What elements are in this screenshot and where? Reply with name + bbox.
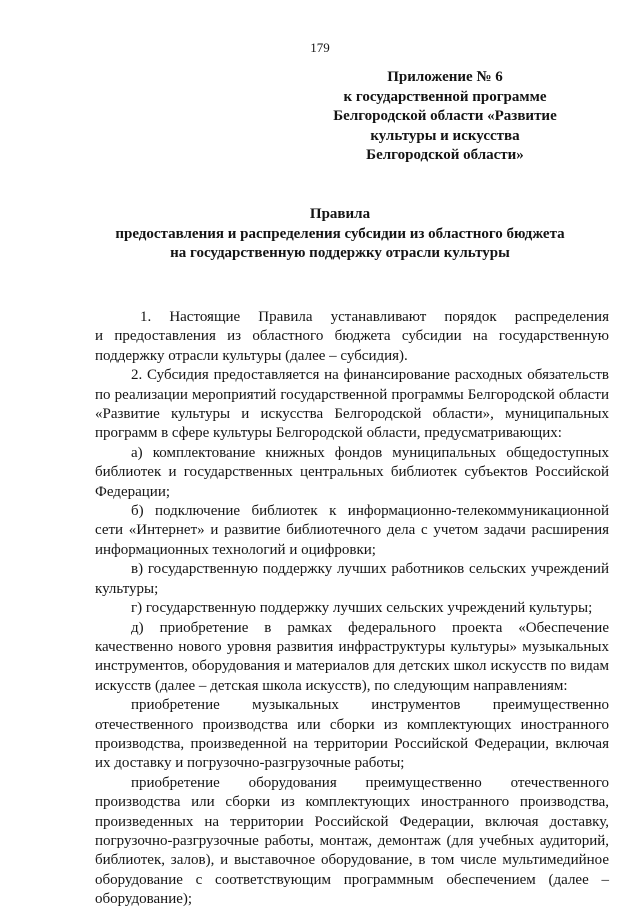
text-line: библиотек и государственных центральных библиотек субъектов Российской: [95, 464, 609, 481]
appendix-line: Белгородской области»: [366, 147, 524, 163]
text-line: отечественного производства или сборки из комплектующих иностранного: [95, 716, 609, 733]
text-line: оборудование);: [95, 891, 193, 908]
text-line: производства, произведенной на территории Российской Федерации, включая: [95, 735, 609, 752]
text-line: 2. Субсидия предоставляется на финансирование расходных обязательств: [131, 367, 609, 384]
appendix-line: к государственной программе: [343, 88, 547, 105]
text-line: произведенных на территории Российской Федерации, включая доставку,: [95, 813, 609, 830]
text-line: библиотек, залов), и выставочное оборудование, в том числе мультимедийное: [95, 852, 609, 869]
text-line: в) государственную поддержку лучших работников сельских учреждений: [131, 561, 609, 578]
paragraph-2d: [95, 599, 609, 618]
text-line: приобретение оборудования преимущественно отечественного: [131, 774, 609, 791]
paragraph-2e: [95, 619, 609, 697]
text-line: г) государственную поддержку лучших сельских учреждений культуры;: [131, 600, 593, 617]
rules-title-line: предоставления и распределения субсидии из областного бюджета: [115, 225, 565, 242]
appendix-line: Приложение № 6: [387, 69, 503, 85]
text-line: приобретение музыкальных инструментов преимущественно: [131, 697, 609, 714]
rules-title: [95, 205, 585, 264]
paragraph-2b: [95, 502, 609, 560]
text-line: и предоставления из областного бюджета субсидии на государственную: [95, 328, 609, 345]
body-text: [95, 308, 609, 910]
appendix-line: Белгородской области «Развитие: [333, 108, 557, 124]
rules-title-line: Правила: [309, 206, 371, 222]
paragraph-2e-1: [95, 696, 609, 774]
text-line: «Развитие культуры и искусства Белгородской области», муниципальных: [95, 406, 609, 423]
appendix-header: [295, 68, 595, 166]
text-line: б) подключение библиотек к информационно-телекоммуникационной: [131, 503, 609, 520]
text-line: погрузочно-разгрузочные работы, монтаж, демонтаж (для учебных аудиторий,: [95, 832, 609, 849]
paragraph-2c: [95, 560, 609, 599]
text-line: д) приобретение в рамках федерального проекта «Обеспечение: [131, 619, 609, 636]
paragraph-2e-2: [95, 774, 609, 910]
text-line: качественно нового уровня развития инфраструктуры культуры» музыкальных: [95, 638, 609, 655]
text-line: сети «Интернет» и развитие библиотечного дела с учетом задачи расширения: [95, 522, 609, 539]
text-line: производства или сборки из комплектующих иностранного производства,: [95, 794, 609, 811]
text-line: поддержку отрасли культуры (далее – субсидия).: [95, 347, 408, 364]
text-line: по реализации мероприятий государственной программы Белгородской области: [95, 386, 609, 403]
text-line: искусств (далее – детская школа искусств), по следующим направлениям:: [95, 677, 568, 694]
text-line: Федерации;: [95, 483, 171, 500]
paragraph-2: [95, 366, 609, 444]
text-line: культуры;: [95, 580, 159, 597]
rules-title-line: на государственную поддержку отрасли культуры: [170, 245, 510, 261]
text-line: а) комплектование книжных фондов муниципальных общедоступных: [131, 444, 609, 461]
paragraph-1: [95, 308, 609, 366]
text-line: их доставку и погрузочно-разгрузочные работы;: [95, 755, 405, 772]
page-number: 179: [310, 40, 330, 55]
text-line: инструментов, оборудования и материалов для детских школ искусств по видам: [95, 658, 609, 675]
text-line: программ в сфере культуры Белгородской области, предусматривающих:: [95, 425, 562, 442]
text-line: оборудование с соответствующим программным обеспечением (далее –: [95, 871, 609, 888]
text-line: информационных технологий и оцифровки;: [95, 541, 376, 558]
appendix-line: культуры и искусства: [370, 127, 520, 144]
paragraph-2a: [95, 444, 609, 502]
text-line: 1. Настоящие Правила устанавливают порядок распределения: [140, 309, 609, 325]
